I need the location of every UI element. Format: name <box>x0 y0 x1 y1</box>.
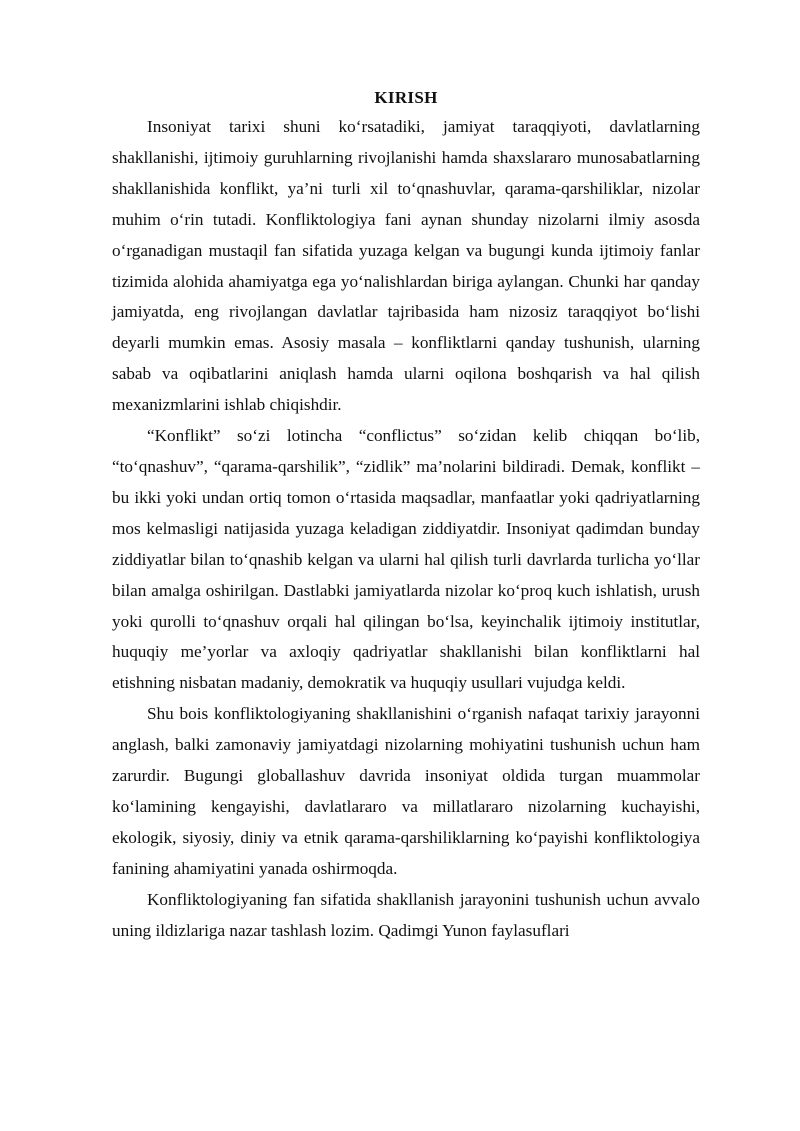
body-paragraph: “Konflikt” so‘zi lotincha “conflictus” so‘zidan kelib chiqqan bo‘lib, “to‘qnashuv”, “qarama-qarshilik”, “zidlik” ma’nolarini bildiradi. Demak, konflikt – bu ikki yoki undan ortiq tomon o‘rtasida maqsadlar, manfaatlar yoki qadriyatlarning mos kelmasligi natijasida yuzaga keladigan ziddiyatdir. Insoniyat qadimdan bunday ziddiyatlar bilan to‘qnashib kelgan va ularni hal qilish turli davrlarda turlicha yo‘llar bilan amalga oshirilgan. Dastlabki jamiyatlarda nizolar ko‘proq kuch ishlatish, urush yoki qurolli to‘qnashuv orqali hal qilingan bo‘lsa, keyinchalik ijtimoiy institutlar, huquqiy me’yorlar va axloqiy qadriyatlar shakllanishi bilan konfliktlarni hal etishning nisbatan madaniy, demokratik va huquqiy usullari vujudga keldi. <box>112 426 700 693</box>
body-paragraph: Insoniyat tarixi shuni ko‘rsatadiki, jamiyat taraqqiyoti, davlatlarning shakllanishi, ijtimoiy guruhlarning rivojlanishi hamda shaxslararo munosabatlarning shakllanishida konflikt, ya’ni turli xil to‘qnashuvlar, qarama-qarshiliklar, nizolar muhim o‘rin tutadi. Konfliktologiya fani aynan shunday nizolarni ilmiy asosda o‘rganadigan mustaqil fan sifatida yuzaga kelgan va bugungi kunda ijtimoiy fanlar tizimida alohida ahamiyatga ega yo‘nalishlardan biriga aylangan. Chunki har qanday jamiyatda, eng rivojlangan davlatlar tajribasida ham nizosiz taraqqiyot bo‘lishi deyarli mumkin emas. Asosiy masala – konfliktlarni qanday tushunish, ularning sabab va oqibatlarini aniqlash hamda ularni oqilona boshqarish va hal qilish mexanizmlarini ishlab chiqishdir. <box>112 117 700 415</box>
body-paragraph: Konfliktologiyaning fan sifatida shakllanish jarayonini tushunish uchun avvalo uning ildizlariga nazar tashlash lozim. Qadimgi Yunon faylasuflari <box>112 889 700 940</box>
page-title: KIRISH <box>374 88 438 107</box>
document-page <box>112 88 700 946</box>
body-paragraph: Shu bois konfliktologiyaning shakllanishini o‘rganish nafaqat tarixiy jarayonni anglash, balki zamonaviy jamiyatdagi nizolarning mohiyatini tushunish uchun ham zarurdir. Bugungi globallashuv davrida insoniyat oldida turgan muammolar ko‘lamining kengayishi, davlatlararo va millatlararo nizolarning kuchayishi, ekologik, siyosiy, diniy va etnik qarama-qarshiliklarning ko‘payishi konfliktologiya fanining ahamiyatini yanada oshirmoqda. <box>112 704 700 878</box>
